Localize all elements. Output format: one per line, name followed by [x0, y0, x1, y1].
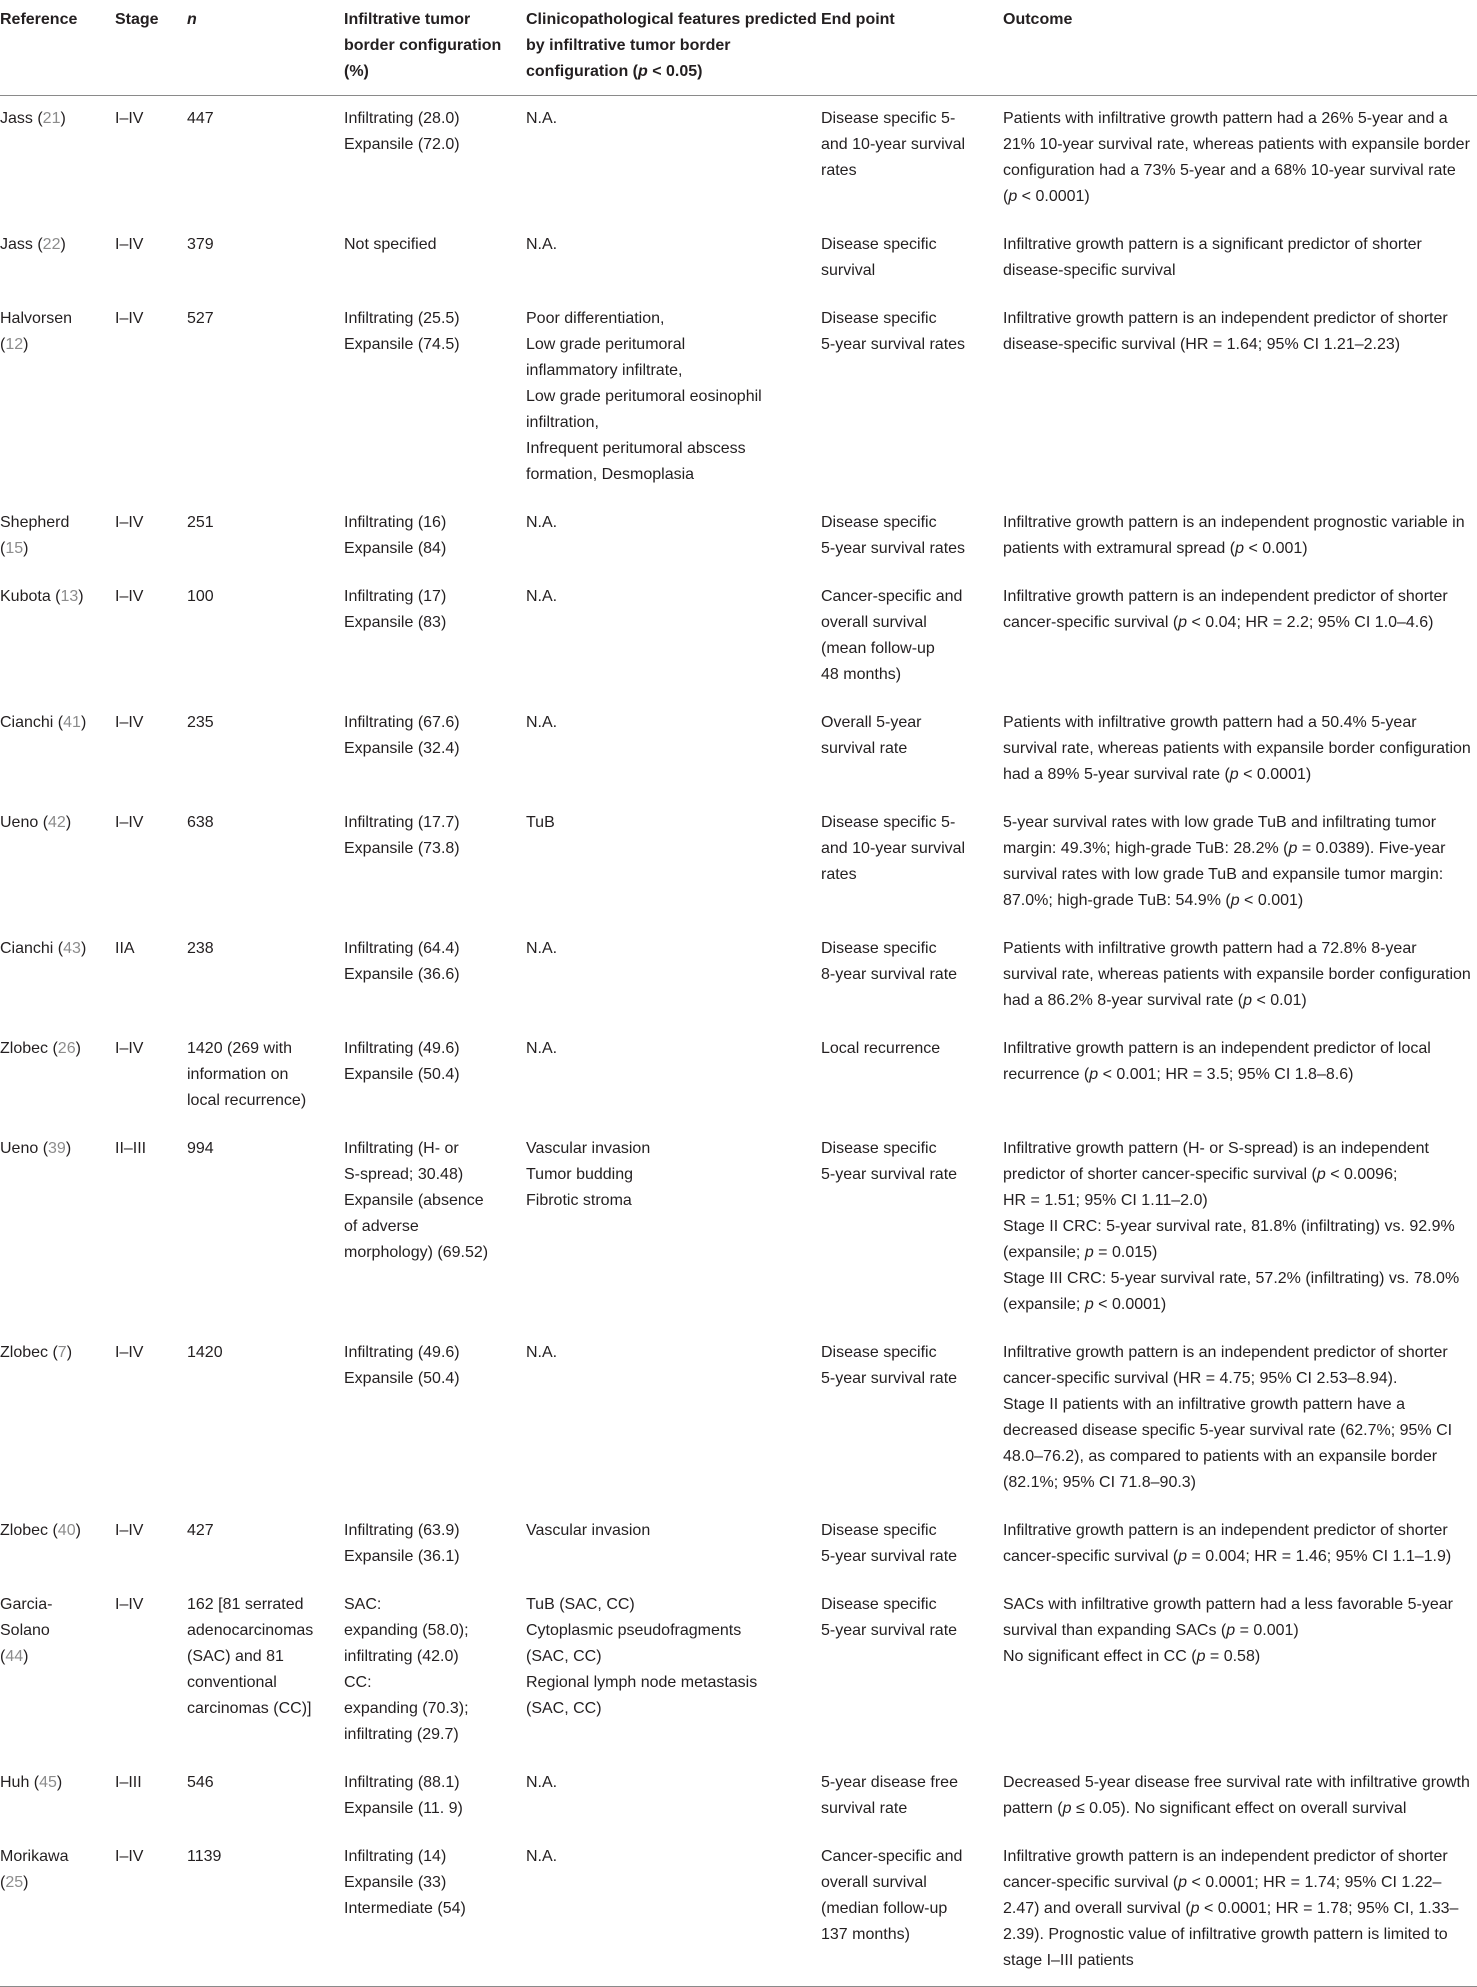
reference-close: ): [80, 940, 87, 957]
n-cell: 100: [187, 588, 214, 605]
outcome-cell: Infiltrative growth pattern (H- or S-spread) is an independent predictor of shorter cancer-specific survival (p < 0.0096; HR = 1.51; 95% CI 1.11–2.0) Stage II CRC: 5-year survival rate, 81.8% (infiltrating) vs. 92.9% (expansile; p = 0.015) Stage III CRC: 5-year survival rate, 57.2% (infiltrating) vs. 78.0% (expansile; p < 0.0001): [1003, 1140, 1460, 1313]
reference-author: Cianchi (: [0, 714, 64, 731]
features-cell: N.A.: [526, 940, 558, 957]
outcome-cell: Infiltrative growth pattern is an independent prognostic variable in patients with extramural spread (p < 0.001): [1003, 514, 1465, 557]
reference-link[interactable]: 25: [5, 1874, 24, 1891]
table-row: [0, 700, 1477, 800]
reference-close: ): [60, 110, 66, 127]
reference-author: Jass (: [0, 110, 43, 127]
reference-link[interactable]: 45: [39, 1774, 57, 1791]
reference-cell: [0, 1330, 115, 1508]
reference-close: ): [60, 236, 66, 253]
n-cell: 994: [187, 1140, 214, 1157]
border-cell: Infiltrating (H- or S-spread; 30.48) Expansile (absence of adverse morphology) (69.52): [344, 1140, 489, 1261]
endpoint-cell: Disease specific 5-year survival rate: [821, 1344, 958, 1387]
reference-cell: [0, 222, 115, 296]
reference-close: ): [75, 1522, 81, 1539]
endpoint-cell: Disease specific 5- and 10-year survival rates: [821, 814, 966, 883]
n-cell: 427: [187, 1522, 214, 1539]
border-cell: Infiltrating (28.0) Expansile (72.0): [344, 110, 460, 153]
reference-cell: [0, 1760, 115, 1834]
reference-author: Shepherd (: [0, 514, 70, 557]
reference-link[interactable]: 13: [60, 588, 79, 605]
stage-cell: I–IV: [115, 1596, 144, 1613]
reference-author: Zlobec (: [0, 1040, 58, 1057]
outcome-cell: Infiltrative growth pattern is an independent predictor of local recurrence (p < 0.001; HR = 3.5; 95% CI 1.8–8.6): [1003, 1040, 1431, 1083]
table-body: [0, 96, 1477, 1987]
reference-author: Jass (: [0, 236, 43, 253]
features-cell: N.A.: [526, 236, 558, 253]
reference-link[interactable]: 21: [42, 110, 61, 127]
reference-author: Zlobec (: [0, 1522, 58, 1539]
reference-cell: [0, 1834, 115, 1987]
n-cell: 1139: [187, 1834, 344, 1987]
stage-cell: I–IV: [115, 514, 144, 531]
reference-cell: [0, 296, 115, 500]
table-row: [0, 296, 1477, 500]
border-cell: SAC: expanding (58.0); infiltrating (42.0) CC: expanding (70.3); infiltrating (29.7): [344, 1596, 469, 1743]
n-cell: 238: [187, 940, 214, 957]
border-cell: Infiltrating (25.5) Expansile (74.5): [344, 310, 460, 353]
reference-link[interactable]: 42: [48, 814, 66, 831]
outcome-cell: Infiltrative growth pattern is an independent predictor of shorter cancer-specific survival (p = 0.004; HR = 1.46; 95% CI 1.1–1.9): [1003, 1522, 1452, 1565]
table-row: [0, 926, 1477, 1026]
outcome-cell: Infiltrative growth pattern is an independent predictor of shorter cancer-specific survival (p < 0.0001; HR = 1.74; 95% CI 1.22–2.47) and overall survival (p < 0.0001; HR = 1.78; 95% CI, 1.33–2.39). Prognostic value of infiltrative growth pattern is limited to stage I–III patients: [1003, 1834, 1477, 1987]
features-cell: N.A.: [526, 514, 558, 531]
header-row: [0, 0, 1477, 96]
features-cell: N.A.: [526, 714, 558, 731]
stage-cell: I–IV: [115, 1834, 187, 1987]
features-cell: Vascular invasion: [526, 1522, 651, 1539]
border-cell: Infiltrating (64.4) Expansile (36.6): [344, 940, 460, 983]
reference-link[interactable]: 7: [57, 1344, 67, 1361]
reference-cell: [0, 1508, 115, 1582]
n-cell: 546: [187, 1774, 214, 1791]
endpoint-cell: 5-year disease free survival rate: [821, 1774, 958, 1817]
n-cell: 162 [81 serrated adenocarcinomas (SAC) and 81 conventional carcinomas (CC)]: [187, 1596, 314, 1717]
header-end-point: End point: [821, 0, 1003, 96]
endpoint-cell: Disease specific 5-year survival rate: [821, 1140, 958, 1183]
outcome-cell: Patients with infiltrative growth pattern had a 72.8% 8-year survival rate, whereas patients with expansile border configuration had a 86.2% 8-year survival rate (p < 0.01): [1003, 940, 1471, 1009]
reference-link[interactable]: 26: [57, 1040, 76, 1057]
stage-cell: I–IV: [115, 236, 144, 253]
features-cell: N.A.: [526, 1344, 558, 1361]
table-row: [0, 1330, 1477, 1508]
reference-cell: [0, 1126, 115, 1330]
stage-cell: II–III: [115, 1140, 147, 1157]
reference-author: Ueno (: [0, 1140, 49, 1157]
table-row: [0, 1026, 1477, 1126]
border-cell: Infiltrating (17) Expansile (83): [344, 588, 447, 631]
outcome-cell: Infiltrative growth pattern is a significant predictor of shorter disease-specific survival: [1003, 236, 1422, 279]
n-cell: 447: [187, 110, 214, 127]
header-features: Clinicopathological features predicted by infiltrative tumor border configuration (p < 0.05): [526, 0, 821, 96]
reference-cell: [0, 800, 115, 926]
outcome-cell: Patients with infiltrative growth pattern had a 26% 5-year and a 21% 10-year survival rate, whereas patients with expansile border configuration had a 73% 5-year and a 68% 10-year survival rate (p < 0.0001): [1003, 110, 1470, 205]
reference-cell: [0, 500, 115, 574]
reference-link[interactable]: 22: [42, 236, 61, 253]
reference-close: ): [65, 814, 72, 831]
reference-link[interactable]: 41: [63, 714, 81, 731]
n-cell: 527: [187, 310, 214, 327]
table-row: [0, 500, 1477, 574]
reference-author: Ueno (: [0, 814, 49, 831]
n-cell: 379: [187, 236, 214, 253]
border-cell: Infiltrating (63.9) Expansile (36.1): [344, 1522, 460, 1565]
border-cell: Infiltrating (17.7) Expansile (73.8): [344, 814, 460, 857]
border-cell: Infiltrating (49.6) Expansile (50.4): [344, 1040, 460, 1083]
endpoint-cell: Disease specific 5-year survival rate: [821, 1522, 958, 1565]
endpoint-cell: Cancer-specific and overall survival (mean follow-up 48 months): [821, 588, 963, 683]
outcome-cell: Infiltrative growth pattern is an independent predictor of shorter cancer-specific survival (HR = 4.75; 95% CI 2.53–8.94). Stage II patients with an infiltrative growth pattern have a decreased disease specific 5-year survival rate (62.7%; 95% CI 48.0–76.2), as compared to patients with an expansile border (82.1%; 95% CI 71.8–90.3): [1003, 1344, 1453, 1491]
outcome-cell: Infiltrative growth pattern is an independent predictor of shorter disease-specific survival (HR = 1.64; 95% CI 1.21–2.23): [1003, 310, 1448, 353]
table-row: [0, 1834, 1477, 1987]
endpoint-cell: Disease specific 8-year survival rate: [821, 940, 958, 983]
stage-cell: I–IV: [115, 588, 144, 605]
features-cell: N.A.: [526, 1834, 821, 1987]
endpoint-cell: Cancer-specific and overall survival (median follow-up 137 months): [821, 1834, 1003, 1987]
table-row: [0, 1760, 1477, 1834]
stage-cell: I–IV: [115, 1040, 144, 1057]
reference-close: ): [23, 336, 29, 353]
stage-cell: IIA: [115, 940, 135, 957]
border-cell: Infiltrating (16) Expansile (84): [344, 514, 447, 557]
header-outcome: Outcome: [1003, 0, 1477, 96]
stage-cell: I–IV: [115, 310, 144, 327]
outcome-cell: Infiltrative growth pattern is an independent predictor of shorter cancer-specific survival (p < 0.04; HR = 2.2; 95% CI 1.0–4.6): [1003, 588, 1448, 631]
endpoint-cell: Disease specific 5-year survival rates: [821, 514, 966, 557]
table-row: [0, 1126, 1477, 1330]
stage-cell: I–III: [115, 1774, 142, 1791]
reference-author: Kubota (: [0, 588, 61, 605]
reference-author: Zlobec (: [0, 1344, 58, 1361]
header-reference: Reference: [0, 0, 115, 96]
table-row: [0, 96, 1477, 223]
n-cell: 251: [187, 514, 214, 531]
features-cell: N.A.: [526, 1040, 558, 1057]
reference-author: Halvorsen (: [0, 310, 73, 353]
features-cell: TuB: [526, 814, 555, 831]
reference-close: ): [66, 1344, 73, 1361]
table-row: [0, 1582, 1477, 1760]
reference-link[interactable]: 40: [57, 1522, 76, 1539]
border-cell: Infiltrating (67.6) Expansile (32.4): [344, 714, 460, 757]
features-cell: N.A.: [526, 588, 558, 605]
reference-author: Cianchi (: [0, 940, 64, 957]
header-n: n: [187, 0, 344, 96]
reference-link[interactable]: 44: [5, 1648, 24, 1665]
header-border-configuration: Infiltrative tumor border configuration (%): [344, 0, 526, 96]
n-cell: 1420: [187, 1344, 223, 1361]
outcome-cell: Decreased 5-year disease free survival rate with infiltrative growth pattern (p ≤ 0.05). No significant effect on overall survival: [1003, 1774, 1470, 1817]
reference-close: ): [80, 714, 87, 731]
reference-cell: [0, 1582, 115, 1760]
reference-cell: [0, 96, 115, 223]
stage-cell: I–IV: [115, 110, 144, 127]
reference-close: ): [65, 1140, 72, 1157]
n-cell: 235: [187, 714, 214, 731]
reference-cell: [0, 1026, 115, 1126]
features-cell: Poor differentiation, Low grade peritumoral inflammatory infiltrate, Low grade peritumoral eosinophil infiltration, Infrequent peritumoral abscess formation, Desmoplasia: [526, 310, 762, 483]
reference-close: ): [56, 1774, 63, 1791]
border-cell: Infiltrating (14) Expansile (33) Intermediate (54): [344, 1834, 526, 1987]
stage-cell: I–IV: [115, 1344, 144, 1361]
features-cell: Vascular invasion Tumor budding Fibrotic stroma: [526, 1140, 651, 1209]
reference-close: ): [23, 540, 29, 557]
features-cell: TuB (SAC, CC) Cytoplasmic pseudofragments (SAC, CC) Regional lymph node metastasis (SAC, CC): [526, 1596, 758, 1717]
reference-link[interactable]: 15: [5, 540, 24, 557]
reference-close: ): [75, 1040, 81, 1057]
stage-cell: I–IV: [115, 814, 144, 831]
n-cell: 638: [187, 814, 214, 831]
reference-close: ): [23, 1874, 29, 1891]
table-row: [0, 800, 1477, 926]
stage-cell: I–IV: [115, 714, 144, 731]
features-cell: N.A.: [526, 110, 558, 127]
table-row: [0, 574, 1477, 700]
reference-link[interactable]: 39: [48, 1140, 66, 1157]
border-cell: Infiltrating (88.1) Expansile (11. 9): [344, 1774, 463, 1817]
reference-cell: [0, 926, 115, 1026]
border-cell: Infiltrating (49.6) Expansile (50.4): [344, 1344, 460, 1387]
endpoint-cell: Disease specific survival: [821, 236, 937, 279]
reference-link[interactable]: 43: [63, 940, 81, 957]
features-cell: N.A.: [526, 1774, 558, 1791]
reference-close: ): [78, 588, 84, 605]
border-cell: Not specified: [344, 236, 437, 253]
endpoint-cell: Disease specific 5-year survival rate: [821, 1596, 958, 1639]
endpoint-cell: Disease specific 5-year survival rates: [821, 310, 966, 353]
outcome-cell: SACs with infiltrative growth pattern had a less favorable 5-year survival than expanding SACs (p = 0.001) No significant effect in CC (p = 0.58): [1003, 1596, 1453, 1665]
endpoint-cell: Local recurrence: [821, 1040, 941, 1057]
reference-author: Huh (: [0, 1774, 40, 1791]
reference-cell: [0, 574, 115, 700]
reference-link[interactable]: 12: [5, 336, 24, 353]
reference-cell: [0, 700, 115, 800]
header-stage: Stage: [115, 0, 187, 96]
outcome-cell: 5-year survival rates with low grade TuB and infiltrating tumor margin: 49.3%; high-grade TuB: 28.2% (p = 0.0389). Five-year survival rates with low grade TuB and expansile tumor margin: 87.0%; high-grade TuB: 54.9% (p < 0.001): [1003, 814, 1446, 909]
table-row: [0, 222, 1477, 296]
stage-cell: I–IV: [115, 1522, 144, 1539]
outcome-cell: Patients with infiltrative growth pattern had a 50.4% 5-year survival rate, whereas patients with expansile border configuration had a 89% 5-year survival rate (p < 0.0001): [1003, 714, 1471, 783]
n-cell: 1420 (269 with information on local recurrence): [187, 1040, 307, 1109]
endpoint-cell: Disease specific 5- and 10-year survival rates: [821, 110, 966, 179]
reference-author: Morikawa (: [0, 1848, 69, 1891]
reference-close: ): [23, 1648, 29, 1665]
table-row: [0, 1508, 1477, 1582]
endpoint-cell: Overall 5-year survival rate: [821, 714, 922, 757]
reference-author: Garcia- Solano (: [0, 1596, 53, 1665]
